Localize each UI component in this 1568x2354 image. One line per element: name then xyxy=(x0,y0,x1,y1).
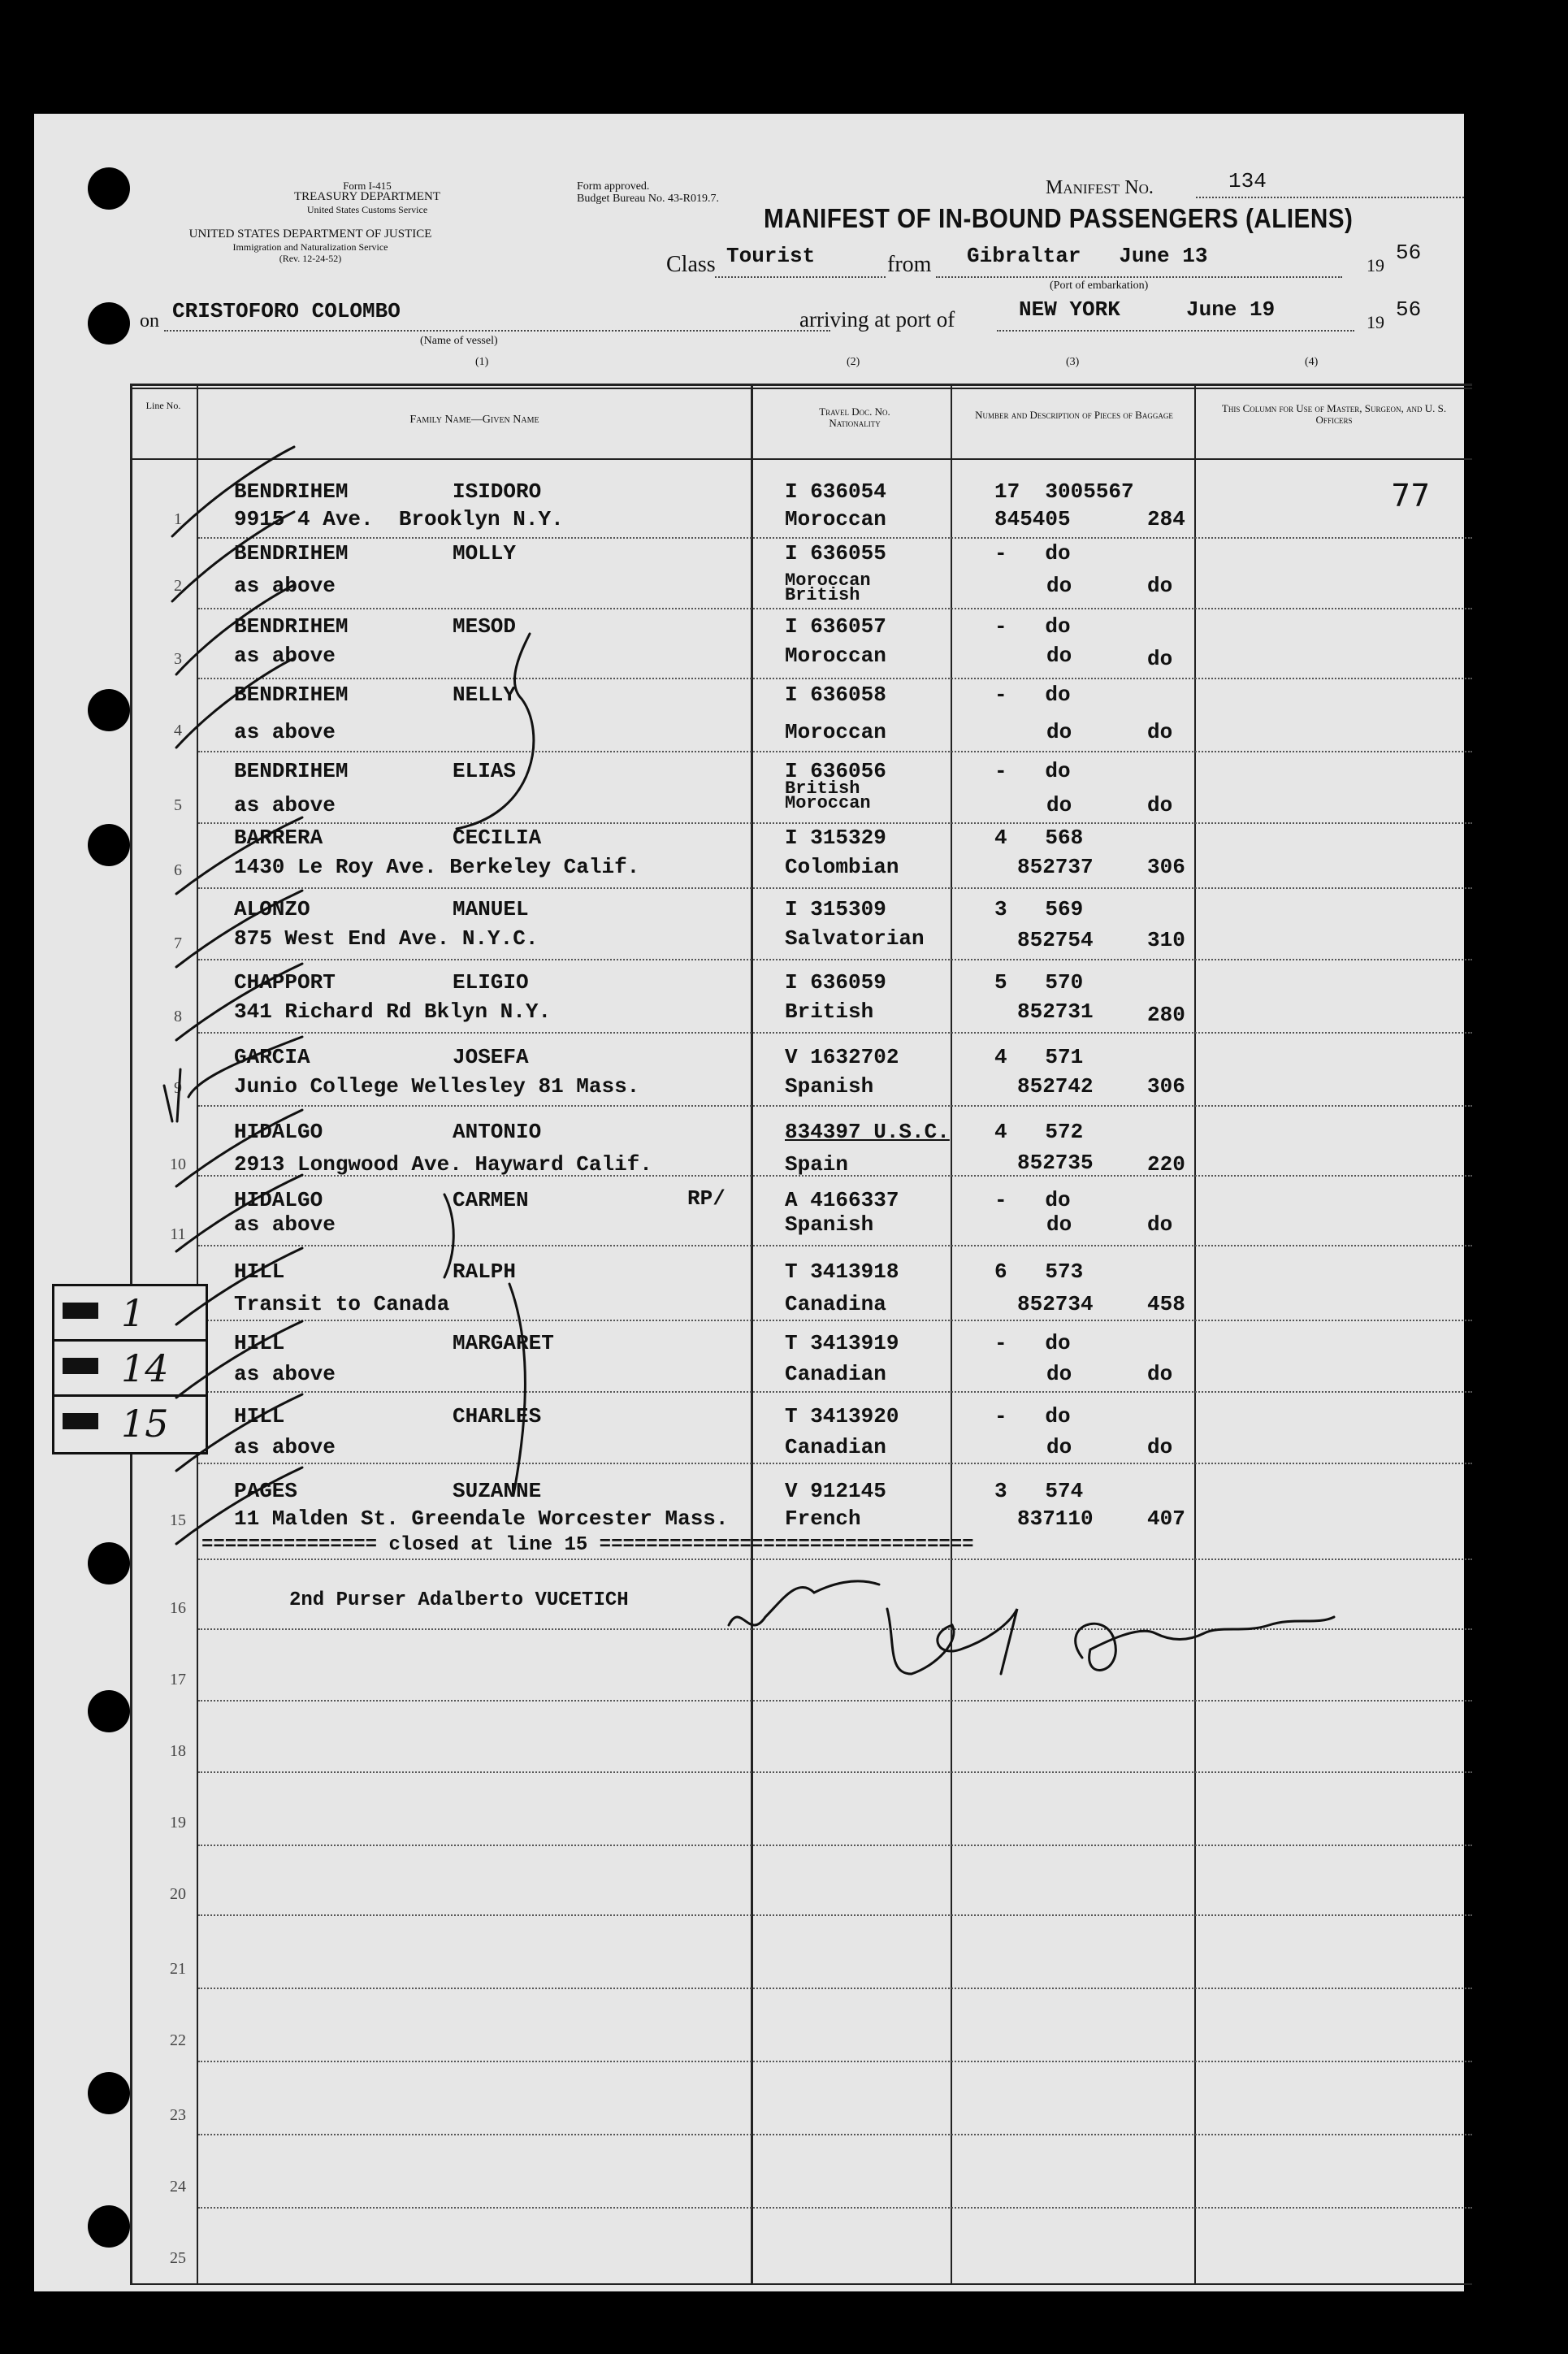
check-mark xyxy=(176,1248,302,1324)
on-label: on xyxy=(140,310,159,332)
baggage-count: 5 570 xyxy=(994,970,1084,995)
baggage-tag: 852731 xyxy=(1017,999,1094,1024)
family-name: ALONZO xyxy=(234,897,310,921)
given-name: MANUEL xyxy=(453,897,529,921)
travel-doc: I 315329 xyxy=(785,826,886,850)
form-number: Form I-415 xyxy=(343,180,392,192)
address: 2913 Longwood Ave. Hayward Calif. xyxy=(234,1152,652,1177)
family-name: BENDRIHEM xyxy=(234,614,349,639)
travel-doc: I 636058 xyxy=(785,683,886,707)
travel-doc: A 4166337 xyxy=(785,1188,899,1212)
baggage-count: - do xyxy=(994,1331,1071,1355)
family-name: PAGES xyxy=(234,1479,298,1503)
bracket-mark xyxy=(444,1194,453,1277)
check-mark xyxy=(176,1175,302,1251)
travel-doc: I 636054 xyxy=(785,479,886,504)
line-number: 15 xyxy=(170,1511,186,1529)
manifest-sheet xyxy=(34,114,1464,2291)
class-value: Tourist xyxy=(726,244,816,268)
travel-doc: V 1632702 xyxy=(785,1045,899,1069)
nationality: Moroccan xyxy=(785,644,886,668)
given-name: CECILIA xyxy=(453,826,542,850)
family-name: HILL xyxy=(234,1259,285,1284)
baggage-tag: do xyxy=(1046,574,1072,598)
given-name: ISIDORO xyxy=(453,479,542,504)
family-name: HILL xyxy=(234,1404,285,1428)
baggage-weight: 407 xyxy=(1147,1506,1185,1531)
manifest-title: MANIFEST OF IN-BOUND PASSENGERS (ALIENS) xyxy=(764,203,1354,233)
baggage-tag: do xyxy=(1046,1212,1072,1237)
address: as above xyxy=(234,720,336,744)
baggage-count: - do xyxy=(994,1404,1071,1428)
line-number: 5 xyxy=(174,796,182,814)
baggage-count: - do xyxy=(994,1188,1071,1212)
baggage-count: 4 571 xyxy=(994,1045,1084,1069)
travel-doc: I 636057 xyxy=(785,614,886,639)
stamp-value: 14 xyxy=(121,1346,169,1390)
baggage-tag: 852754 xyxy=(1017,928,1094,952)
line-number: 6 xyxy=(174,861,182,879)
budget-bureau: Budget Bureau No. 43-R019.7. xyxy=(577,193,719,205)
line-number: 16 xyxy=(170,1599,186,1617)
nationality: Spanish xyxy=(785,1074,874,1099)
nationality: Canadian xyxy=(785,1362,886,1386)
punch-hole xyxy=(88,2205,130,2248)
vessel-caption: (Name of vessel) xyxy=(420,335,498,347)
baggage-tag: do xyxy=(1046,1362,1072,1386)
column-number-3: (3) xyxy=(1066,356,1080,368)
baggage-weight: 306 xyxy=(1147,1074,1185,1099)
baggage-weight: do xyxy=(1147,793,1173,817)
given-name: MARGARET xyxy=(453,1331,554,1355)
line-no-header: Line No. xyxy=(145,400,181,411)
line-number: 24 xyxy=(170,2178,186,2196)
officer-note: 77 xyxy=(1391,478,1431,514)
address: as above xyxy=(234,1212,336,1237)
nationality: Spain xyxy=(785,1152,849,1177)
punch-hole xyxy=(88,1690,130,1732)
given-name: CHARLES xyxy=(453,1404,542,1428)
nationality: Salvatorian xyxy=(785,926,925,951)
travel-doc: I 636055 xyxy=(785,541,886,566)
check-mark xyxy=(176,1394,302,1471)
justice-dept: UNITED STATES DEPARTMENT OF JUSTICE xyxy=(188,228,432,241)
nationality: British xyxy=(785,999,874,1024)
baggage-count: - do xyxy=(994,683,1071,707)
baggage-tag: 852737 xyxy=(1017,855,1094,879)
bracket-mark xyxy=(509,1284,525,1495)
manifest-number: 134 xyxy=(1228,169,1267,193)
baggage-header: Number and Description of Pieces of Baggage xyxy=(975,409,1173,421)
baggage-weight: 284 xyxy=(1147,507,1185,531)
family-name: HIDALGO xyxy=(234,1188,323,1212)
baggage-tag: 852734 xyxy=(1017,1292,1094,1316)
baggage-count: - do xyxy=(994,541,1071,566)
baggage-count: 6 573 xyxy=(994,1259,1084,1284)
baggage-tag: do xyxy=(1046,1435,1072,1459)
baggage-tag: do xyxy=(1046,793,1072,817)
punch-hole xyxy=(88,689,130,731)
baggage-weight: 458 xyxy=(1147,1292,1185,1316)
baggage-weight: 220 xyxy=(1147,1152,1185,1177)
line-number: 20 xyxy=(170,1885,186,1903)
revision: (Rev. 12-24-52) xyxy=(279,253,342,264)
baggage-count: 3 569 xyxy=(994,897,1084,921)
baggage-tag: 852742 xyxy=(1017,1074,1094,1099)
travel-doc: 834397 U.S.C. xyxy=(785,1120,950,1144)
family-name: BENDRIHEM xyxy=(234,759,349,783)
officers-header: This Column for Use of Master, Surgeon, and U. S. Officers xyxy=(1221,402,1447,426)
nationality: Spanish xyxy=(785,1212,874,1237)
year-value: 56 xyxy=(1396,241,1422,265)
baggage-weight: 280 xyxy=(1147,1003,1185,1027)
baggage-weight: do xyxy=(1147,1212,1173,1237)
baggage-weight: do xyxy=(1147,574,1173,598)
year2-value: 56 xyxy=(1396,297,1422,322)
class-label: Class xyxy=(666,252,716,277)
treasury-dept: TREASURY DEPARTMENT xyxy=(293,190,441,203)
port-embarkation-caption: (Port of embarkation) xyxy=(1050,280,1149,292)
stamp-value: 15 xyxy=(121,1402,169,1446)
family-name: HILL xyxy=(234,1331,285,1355)
purser-name: 2nd Purser Adalberto VUCETICH xyxy=(289,1589,629,1611)
travel-doc: I 636059 xyxy=(785,970,886,995)
ins-service: Immigration and Naturalization Service xyxy=(232,241,388,253)
signature xyxy=(887,1609,1017,1674)
signature xyxy=(1076,1617,1334,1670)
line-number: 2 xyxy=(174,577,182,595)
name-header: Family Name—Given Name xyxy=(409,414,539,426)
family-name: CHAPPORT xyxy=(234,970,336,995)
check-mark xyxy=(176,817,302,894)
column-number-1: (1) xyxy=(475,356,489,368)
punch-hole xyxy=(88,167,130,210)
family-name: GARCIA xyxy=(234,1045,310,1069)
nationality: Moroccan xyxy=(785,507,886,531)
nationality: Moroccan xyxy=(785,720,886,744)
baggage-count: 4 568 xyxy=(994,826,1084,850)
baggage-tag: do xyxy=(1046,644,1072,668)
line-number: 8 xyxy=(174,1008,182,1025)
nationality: British Moroccan xyxy=(785,778,871,813)
baggage-count: - do xyxy=(994,614,1071,639)
nationality: Colombian xyxy=(785,855,899,879)
line-number: 9 xyxy=(174,1079,182,1097)
given-name: JOSEFA xyxy=(453,1045,529,1069)
rp-mark: RP/ xyxy=(687,1186,726,1211)
address: Transit to Canada xyxy=(234,1292,450,1316)
given-name: ANTONIO xyxy=(453,1120,542,1144)
line-number: 11 xyxy=(170,1225,186,1243)
line-number: 21 xyxy=(170,1960,186,1978)
punch-hole xyxy=(88,2072,130,2114)
handwritten-marks xyxy=(34,114,1464,2291)
travel-doc-header: Travel Doc. No. Nationality xyxy=(819,405,890,429)
address: 1430 Le Roy Ave. Berkeley Calif. xyxy=(234,855,640,879)
address: as above xyxy=(234,1362,336,1386)
closed-at-line-15: =============== closed at line 15 ================================ xyxy=(201,1534,974,1556)
punch-hole xyxy=(88,1542,130,1585)
line-number: 10 xyxy=(170,1155,186,1173)
from-value: Gibraltar June 13 xyxy=(967,244,1208,268)
baggage-count: - do xyxy=(994,759,1071,783)
given-name: SUZANNE xyxy=(453,1479,542,1503)
line-number: 17 xyxy=(170,1671,186,1689)
bracket-mark xyxy=(457,634,534,829)
column-number-2: (2) xyxy=(847,356,860,368)
travel-doc: I 636056 xyxy=(785,759,886,783)
nationality: Canadian xyxy=(785,1435,886,1459)
line-number: 18 xyxy=(170,1742,186,1760)
check-mark xyxy=(176,891,302,967)
line-number: 1 xyxy=(174,510,182,528)
address: 9915 4 Ave. Brooklyn N.Y. xyxy=(234,507,564,531)
baggage-count: 4 572 xyxy=(994,1120,1084,1144)
line-number: 25 xyxy=(170,2249,186,2267)
baggage-tag: 852735 xyxy=(1017,1151,1094,1175)
address: as above xyxy=(234,793,336,817)
address: as above xyxy=(234,644,336,668)
signature xyxy=(729,1581,879,1625)
travel-doc: V 912145 xyxy=(785,1479,886,1503)
address: 341 Richard Rd Bklyn N.Y. xyxy=(234,999,552,1024)
family-name: BENDRIHEM xyxy=(234,479,349,504)
baggage-count: 17 3005567 xyxy=(994,479,1134,504)
baggage-tag: 845405 xyxy=(994,507,1071,531)
given-name: MESOD xyxy=(453,614,517,639)
arriving-label: arriving at port of xyxy=(799,307,955,332)
stamp-value: 1 xyxy=(121,1291,145,1335)
nationality: Canadina xyxy=(785,1292,886,1316)
address: 11 Malden St. Greendale Worcester Mass. xyxy=(234,1506,729,1531)
address: Junio College Wellesley 81 Mass. xyxy=(234,1074,640,1099)
line-number: 22 xyxy=(170,2031,186,2049)
baggage-count: 3 574 xyxy=(994,1479,1084,1503)
travel-doc: T 3413918 xyxy=(785,1259,899,1284)
address: as above xyxy=(234,574,336,598)
given-name: CARMEN xyxy=(453,1188,529,1212)
check-mark xyxy=(176,658,294,748)
family-name: BARRERA xyxy=(234,826,323,850)
nationality: Moroccan British xyxy=(785,570,871,605)
check-mark xyxy=(176,1110,302,1186)
baggage-tag: do xyxy=(1046,720,1072,744)
vessel-name: CRISTOFORO COLOMBO xyxy=(172,299,401,323)
line-number: 19 xyxy=(170,1814,186,1832)
given-name: RALPH xyxy=(453,1259,517,1284)
arrival-date: June 19 xyxy=(1186,297,1276,322)
check-mark xyxy=(172,512,294,601)
from-label: from xyxy=(887,252,932,277)
baggage-weight: do xyxy=(1147,720,1173,744)
manifest-label: Manifest No. xyxy=(1046,177,1154,198)
given-name: ELIGIO xyxy=(453,970,529,995)
line-number: 3 xyxy=(174,650,182,668)
customs-service: United States Customs Service xyxy=(306,204,428,215)
line-number: 23 xyxy=(170,2106,186,2124)
baggage-weight: do xyxy=(1147,647,1173,671)
baggage-tag: 837110 xyxy=(1017,1506,1094,1531)
address: as above xyxy=(234,1435,336,1459)
column-number-4: (4) xyxy=(1305,356,1319,368)
baggage-weight: do xyxy=(1147,1435,1173,1459)
check-mark xyxy=(164,1037,302,1121)
line-number: 4 xyxy=(174,722,182,739)
check-mark xyxy=(176,1467,302,1544)
baggage-weight: do xyxy=(1147,1362,1173,1386)
arrival-port: NEW YORK xyxy=(1019,297,1120,322)
check-mark xyxy=(176,1321,302,1398)
nationality: French xyxy=(785,1506,861,1531)
baggage-weight: 306 xyxy=(1147,855,1185,879)
check-mark xyxy=(176,585,294,674)
address: 875 West End Ave. N.Y.C. xyxy=(234,926,539,951)
family-name: BENDRIHEM xyxy=(234,683,349,707)
given-name: NELLY xyxy=(453,683,517,707)
family-name: BENDRIHEM xyxy=(234,541,349,566)
travel-doc: T 3413920 xyxy=(785,1404,899,1428)
check-mark xyxy=(176,964,302,1040)
punch-hole xyxy=(88,824,130,866)
year2-prefix: 19 xyxy=(1367,312,1384,332)
travel-doc: I 315309 xyxy=(785,897,886,921)
travel-doc: T 3413919 xyxy=(785,1331,899,1355)
family-name: HIDALGO xyxy=(234,1120,323,1144)
form-approved: Form approved. xyxy=(577,180,650,193)
year-prefix: 19 xyxy=(1367,255,1384,275)
given-name: ELIAS xyxy=(453,759,517,783)
baggage-weight: 310 xyxy=(1147,928,1185,952)
given-name: MOLLY xyxy=(453,541,517,566)
line-number: 7 xyxy=(174,934,182,952)
punch-hole xyxy=(88,302,130,345)
